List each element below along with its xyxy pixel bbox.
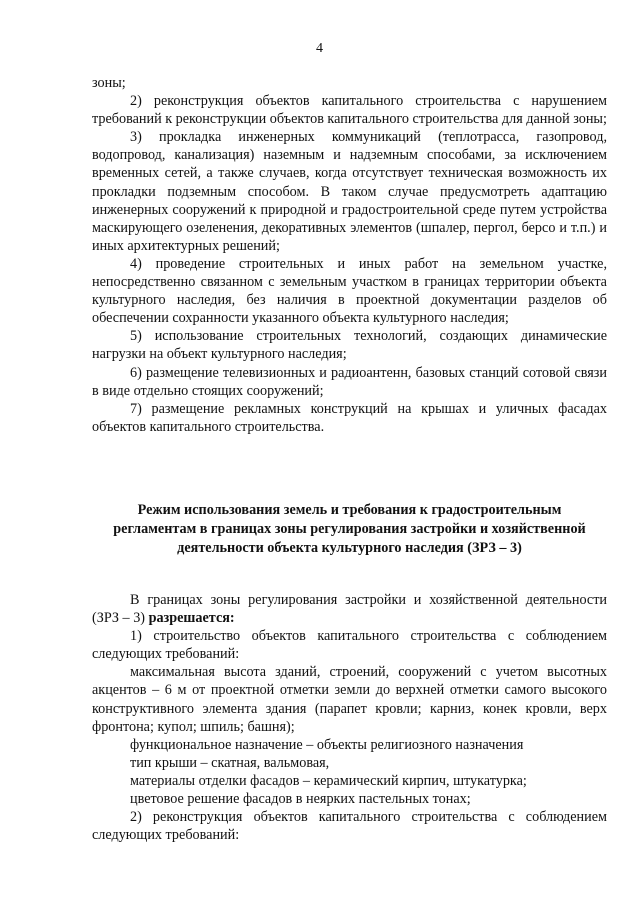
height-requirement: максимальная высота зданий, строений, сооружений с учетом высотных акцентов – 6 м от проектной отметки земли до верхней отметки самого высокого конструктивного элемента здания (парапет кровли; карниз, конек кровли, верх фронтона; купол; шпиль; башня);	[92, 664, 607, 735]
list-item-1: 1) строительство объектов капитального строительства с соблюдением следующих требований:	[92, 628, 607, 663]
list-item-2-reconstruction: 2) реконструкция объектов капитального строительства с соблюдением следующих требований:	[92, 809, 607, 844]
section-heading-line-3: деятельности объекта культурного наследия (ЗРЗ – 3)	[177, 540, 522, 556]
roof-type-requirement: тип крыши – скатная, вальмовая,	[130, 754, 330, 771]
intro-paragraph	[92, 591, 607, 627]
prohibitions-list	[92, 74, 607, 436]
list-item-5: 5) использование строительных технологий, создающих динамические нагрузки на объект культурного наследия;	[92, 328, 607, 363]
section-heading-line-1: Режим использования земель и требования к градостроительным	[137, 502, 562, 518]
permitted-label: разрешается:	[148, 610, 235, 627]
list-item-2: 2) реконструкция объектов капитального строительства с нарушением требований к реконструкции объектов капитального строительства для данной зоны;	[92, 93, 607, 128]
list-item-3: 3) прокладка инженерных коммуникаций (теплотрасса, газопровод, водопровод, канализация) наземным и надземным способами, за исключением временных сетей, а также случаев, когда отсутствует техническая возможность их прокладки подземным способом. В таком случае предусмотреть адаптацию инженерных сооружений к природной и градостроительной среде путем устройства маскирующего озеленения, декоративных элементов (шпалер, пергол, берсо и т.п.) и иных архитектурных решений;	[92, 129, 607, 254]
permissions-list	[92, 591, 607, 844]
facade-material-requirement: материалы отделки фасадов – керамический кирпич, штукатурка;	[130, 772, 527, 789]
section-heading	[92, 501, 607, 558]
intro-text: В границах зоны регулирования застройки и хозяйственной деятельности (ЗРЗ – 3)	[92, 592, 607, 627]
list-item-6: 6) размещение телевизионных и радиоантенн, базовых станций сотовой связи в виде отдельно стоящих сооружений;	[92, 364, 607, 399]
paragraph-continuation: зоны;	[92, 75, 126, 91]
facade-color-requirement: цветовое решение фасадов в неярких пастельных тонах;	[130, 791, 471, 808]
function-requirement: функциональное назначение – объекты религиозного назначения	[130, 736, 524, 753]
list-item-4: 4) проведение строительных и иных работ на земельном участке, непосредственно связанном с земельным участком в границах территории объекта культурного наследия, без наличия в проектной документации разделов об обеспечении сохранности указанного объекта культурного наследия;	[92, 255, 607, 327]
section-heading-line-2: регламентам в границах зоны регулирования застройки и хозяйственной	[113, 521, 586, 537]
page-number: 4	[316, 41, 323, 56]
list-item-7: 7) размещение рекламных конструкций на крышах и уличных фасадах объектов капитального строительства.	[92, 400, 607, 435]
